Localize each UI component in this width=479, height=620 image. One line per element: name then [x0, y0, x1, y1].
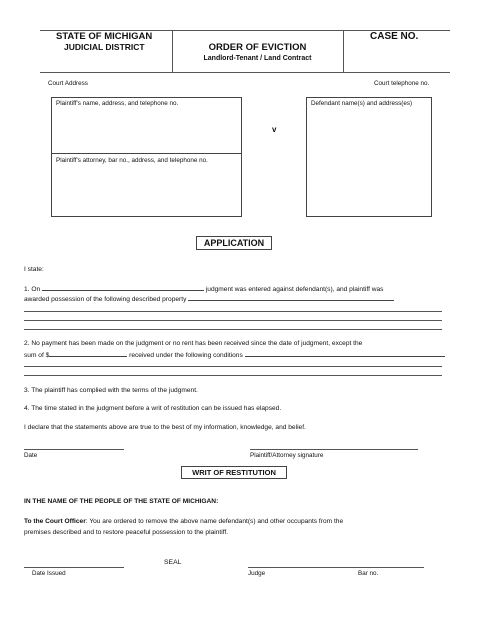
people-text: IN THE NAME OF THE PEOPLE OF THE STATE OF MICHIGAN: — [24, 498, 219, 505]
item1-text: judgment was entered against defendant(s), and plaintiff was — [205, 286, 384, 293]
item1-line2 — [24, 294, 394, 303]
property-line-1[interactable] — [24, 311, 442, 312]
application-title: APPLICATION — [196, 236, 272, 250]
item4-text: 4. The time stated in the judgment before a writ of restitution can be issued has elapsed. — [24, 405, 282, 412]
date-signature-line[interactable] — [24, 449, 124, 450]
item2-line2 — [24, 350, 445, 359]
defendant-box[interactable] — [306, 97, 432, 217]
judge-signature-line[interactable] — [248, 567, 424, 568]
bar-no-label: Bar no. — [358, 570, 379, 577]
date-label: Date — [24, 452, 38, 459]
conditions-line-2[interactable] — [24, 375, 442, 376]
court-address-label: Court Address — [48, 80, 88, 87]
form-subtitle: Landlord-Tenant / Land Contract — [203, 55, 312, 62]
plaintiff-box-divider — [51, 153, 241, 154]
plaintiff-signature-line[interactable] — [250, 449, 418, 450]
item1-property-text: awarded possession of the following described property — [24, 296, 187, 303]
judge-label: Judge — [248, 570, 266, 577]
officer-label: To the Court Officer — [24, 518, 86, 525]
property-line-3[interactable] — [24, 329, 442, 330]
writ-title: WRIT OF RESTITUTION — [181, 466, 287, 479]
item3-text: 3. The plaintiff has complied with the terms of the judgment. — [24, 387, 198, 394]
conditions-text: received under the following conditions — [129, 352, 243, 359]
officer-line2: premises described and to restore peaceful possession to the plaintiff. — [24, 529, 229, 536]
judgment-date-field[interactable] — [42, 284, 204, 291]
item1-prefix: 1. On — [24, 286, 41, 293]
header-divider-right — [343, 30, 344, 72]
form-title: ORDER OF EVICTION — [208, 42, 307, 53]
item1-line — [24, 284, 383, 293]
officer-line — [24, 518, 343, 525]
conditions-field[interactable] — [245, 350, 445, 357]
court-phone-label: Court telephone no. — [374, 80, 430, 87]
case-no-label: CASE NO. — [370, 31, 419, 42]
state-name: STATE OF MICHIGAN — [56, 31, 153, 42]
date-issued-label: Date Issued — [32, 570, 66, 577]
attorney-label: Plaintiff's attorney, bar no., address, and telephone no. — [56, 157, 208, 164]
sum-field[interactable] — [49, 350, 127, 357]
seal-label: SEAL — [164, 559, 182, 566]
plaintiff-label: Plaintiff's name, address, and telephone no. — [56, 100, 179, 107]
property-line-2[interactable] — [24, 320, 442, 321]
conditions-line-1[interactable] — [24, 366, 442, 367]
officer-text: : You are ordered to remove the above name defendant(s) and other occupants from the — [85, 518, 344, 525]
header-bottom-rule — [40, 72, 450, 73]
sum-label: sum of $ — [24, 352, 50, 359]
district-name: JUDICIAL DISTRICT — [64, 42, 145, 52]
plaintiff-signature-label: Plaintiff/Attorney signature — [250, 452, 324, 459]
date-issued-line[interactable] — [24, 567, 124, 568]
versus-label: v — [272, 125, 277, 134]
i-state-text: I state: — [24, 266, 44, 273]
defendant-label: Defendant name(s) and address(es) — [311, 100, 413, 107]
declaration-text: I declare that the statements above are true to the best of my information, knowledge, and belief. — [24, 424, 306, 431]
item2-line: 2. No payment has been made on the judgment or no rent has been received since the date of judgment, except the — [24, 340, 363, 347]
property-field[interactable] — [188, 294, 394, 301]
